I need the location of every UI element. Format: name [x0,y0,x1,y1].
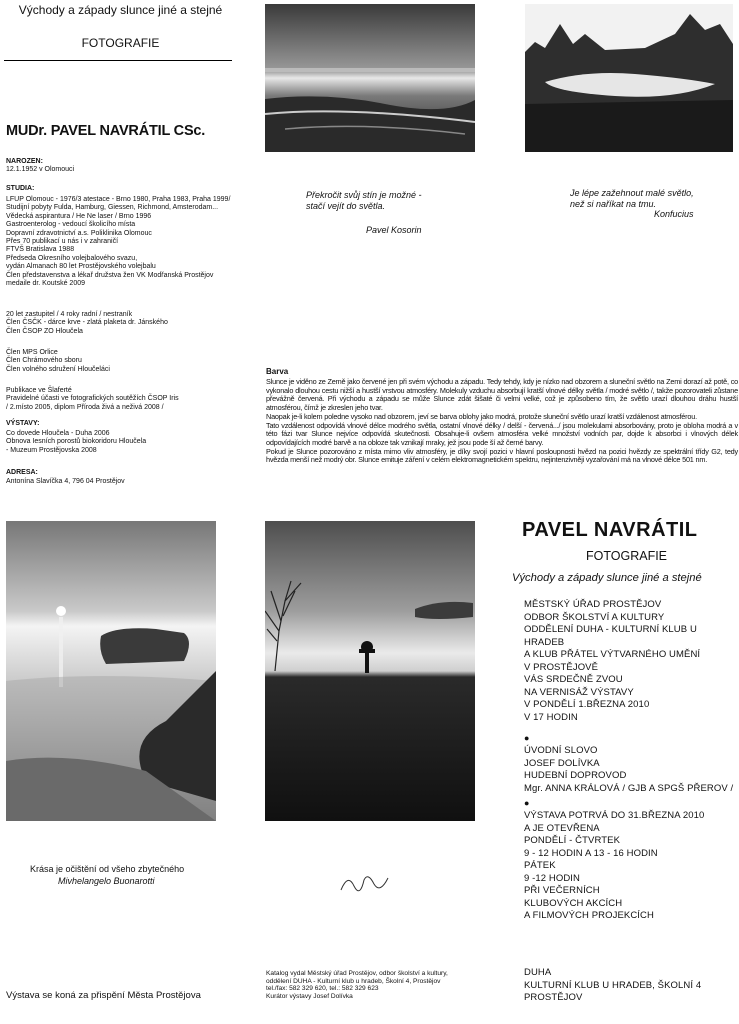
invitation-name: PAVEL NAVRÁTIL [522,519,698,541]
quote-confucius: Je lépe zažehnout malé světlo, než si naříkat na tmu. [570,188,694,209]
studies-text: LFUP Olomouc - 1976/3 atestace - Brno 1980, Praha 1983, Praha 1999/ Studijní pobyty Fulda, Hamburg, Giessen, Richmond, Amsterodam... Vědecká aspirantura / He Ne laser / Brno 1996 Gastroenterolog - vedoucí školicího místa Dopravní zdravotnictví a.s. Poliklinika Olomouc Přes 70 publikací u nás i v zahraničí FTVŠ Bratislava 1988 Předseda Okresního volejbalového svazu, vydán Almanach 80 let Prostějovského volejbalu Člen představenstva a lékař družstva žen VK Modřanská Prostějov medaile dr. Koutské 2009 [6,196,231,288]
photo-pond [525,4,733,152]
sponsor-text: Výstava se koná za přispění Města Prostějova [6,990,201,1001]
quote-michelangelo: Krása je očištění od všeho zbytečného [30,864,185,874]
photo-cross [265,521,475,821]
quote-confucius-author: Konfucius [654,209,694,219]
invitation-bullet-1: ● [524,733,530,743]
invitation-block4: DUHA KULTURNÍ KLUB U HRADEB, ŠKOLNÍ 4 PROSTĚJOV [524,967,702,1003]
barva-heading: Barva [266,367,289,376]
invitation-title: Východy a západy slunce jiné a stejné [512,572,702,584]
exhibitions-label: VÝSTAVY: [6,420,40,427]
signature [336,868,396,898]
invitation-block2: ÚVODNÍ SLOVO JOSEF DOLÍVKA HUDEBNÍ DOPROVOD Mgr. ANNA KRÁLOVÁ / GJB A SPGŠ PŘEROV / [524,745,734,794]
address-text: Antonína Slavíčka 4, 796 04 Prostějov [6,478,125,485]
photo-sea-sunset-graphic [265,4,475,152]
photo-sea-sunset [265,4,475,152]
born-value: 12.1.1952 v Olomouci [6,166,75,173]
roles-text: 20 let zastupitel / 4 roky radní / nestraník Člen ČSČK - dárce krve - zlatá plaketa dr. Jánského Člen ČSOP ZO Hloučela [6,311,168,335]
invitation-subtitle: FOTOGRAFIE [586,549,668,563]
publications-text: Publikace ve Šlaferté Pravidelné účasti ve fotografických soutěžích ČSOP Iris / 2.místo 2005, diplom Příroda živá a neživá 2008 / [6,387,179,411]
barva-text: Slunce je viděno ze Země jako červené jen při svém východu a západu. Tedy tehdy, kdy je nízko nad obzorem a sluneční světlo na Zemi dorazí až potě, co vykonalo dlouhou cestu nižší a hustší vrstvou atmosféry. Molekuly vzduchu absorbují kratší vlnové délky světla / modré světlo /, takže pozorovateli zůstane převážně červená. Při východu a západu se může Slunce zdát šišaté či velmi velké, což je způsobeno tím, že světlo urazí dlouhou dráhu hustší atmosférou, čímž je zkreslen jeho tvar. Naopak je-li kolem poledne vysoko nad obzorem, jeví se barva oblohy jako modrá, protože sluneční světlo urazí kratší vzdálenost atmosférou. Tato vzdálenost odpovídá vlnové délce modrého světla, ostatní vlnové délky / delší - červená.../ jsou molekulami absorbovány, proto je obloha modrá a v této fázi tvar Slunce nejvíce odpovídá skutečnosti. Obsahuje-li ovšem atmosféra velké množství vodních par, dojde k absorbci i vlnových délek odpovídajících modré barvě a na obloze tak vznikají mraky, jež jsou pode ší až černé barvy. Pokud je Slunce pozorováno z místa mimo vliv atmosféry, je díky svojí pozici v hlavní posloupnosti hvězd na pozici hvězdy ze spektrální třídy G2, tedy hvězda menší než modrý obr. Slunce emituje záření v celém elektromagnetickém spektru, nejintenzivněji vyzařování má na vlnové délce 501 nm. [266,377,738,465]
photo-pond-graphic [525,4,733,152]
invitation-block1: MĚSTSKÝ ÚŘAD PROSTĚJOV ODBOR ŠKOLSTVÍ A KULTURY ODDĚLENÍ DUHA - KULTURNÍ KLUB U HRADEB A KLUB PŘÁTEL VÝTVARNÉHO UMĚNÍ V PROSTĚJOVĚ VÁS SRDEČNĚ ZVOU NA VERNISÁŽ VÝSTAVY V PONDĚLÍ 1.BŘEZNA 2010 V 17 HODIN [524,599,701,723]
exhibitions-text: Co dovede Hloučela - Duha 2006 Obnova Iesních porostů biokoridoru Hloučela - Muzeum Prostějovska 2008 [6,430,147,454]
catalog-text: Katalog vydal Městský úřad Prostějov, odbor školství a kultury, oddělení DUHA - Kulturní klub u hradeb, Školní 4, Prostějov tel./fax: 582 329 620, tel.: 582 329 623 Kurátor výstavy Josef Dolívka [266,970,448,1000]
signature-graphic [336,868,396,898]
left-subtitle: FOTOGRAFIE [81,36,160,50]
studies-label: STUDIA: [6,185,35,192]
address-label: ADRESA: [6,469,38,476]
quote-kosorin: Překročit svůj stín je možné - stačí vejít do světla. [306,190,422,211]
quote-kosorin-author: Pavel Kosorin [366,225,422,235]
left-title: Východy a západy slunce jiné a stejné [18,3,223,17]
photo-sea-rock [6,521,216,821]
photo-sea-rock-graphic [6,521,216,821]
born-label: NAROZEN: [6,158,43,165]
invitation-bullet-2: ● [524,798,530,808]
photo-cross-graphic [265,521,475,821]
author-name: MUDr. PAVEL NAVRÁTIL CSc. [6,123,206,139]
invitation-block3: VÝSTAVA POTRVÁ DO 31.BŘEZNA 2010 A JE OTEVŘENA PONDĚLÍ - ČTVRTEK 9 - 12 HODIN A 13 - 16 HODIN PÁTEK 9 -12 HODIN PŘI VEČERNÍCH KLUBOVÝCH AKCÍCH A FILMOVÝCH PROJEKCÍCH [524,810,705,921]
quote-michelangelo-author: Mivhelangelo Buonarotti [58,876,155,886]
left-divider [4,60,232,61]
members-text: Člen MPS Orlice Člen Chrámového sboru Člen volného sdružení Hloučeláci [6,349,110,373]
